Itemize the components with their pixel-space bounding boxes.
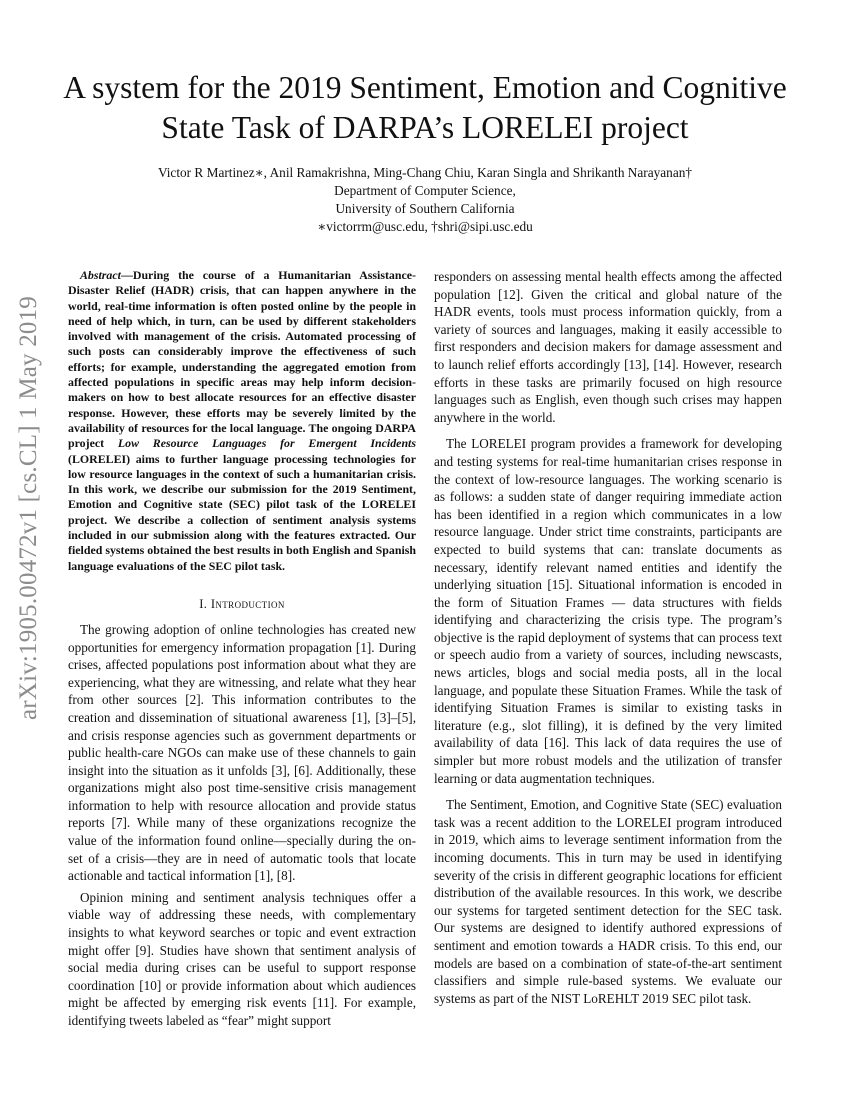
intro-paragraph-5: The Sentiment, Emotion, and Cognitive State (SEC) evaluation task was a recent addition to the LORELEI program introduced in 2019, which aims to leverage sentiment information from the incoming documents. This in turn may be used in identifying severity of the crisis in different geographic locations for efficient distribution of the available resources. In this work, we describe our systems for targeted sentiment detection for the SEC task. Our systems are designed to identify authored expressions of sentiment and emotion towards a HADR crisis. To this end, our models are based on a combination of state-of-the-art sentiment classifiers and simple rule-based systems. We evaluate our systems as part of the NIST LoREHLT 2019 SEC pilot task. — [434, 797, 782, 1006]
author-department: Department of Computer Science, — [334, 183, 516, 198]
left-column — [68, 268, 416, 1034]
author-block — [60, 164, 790, 236]
intro-paragraph-1: The growing adoption of online technologies has created new opportunities for emergency information propagation [1]. During crises, affected populations post information about what they are experiencing, what they are witnessing, and relate what they hear from other sources [2]. This information contributes to the creation and dissemination of situational awareness [1], [3]–[5], and crisis response agencies such as government departments or public health-care NGOs can make use of these channels to gain insight into the situation as it unfolds [3], [6]. Additionally, these organizations might also post time-sensitive crisis management information to help with resource allocation and provide status reports [7]. While many of these organizations recognize the value of the information found online—specially during the on-set of a crisis—they are in need of automatic tools that locate actionable and tactical information [1], [8]. — [68, 621, 416, 884]
abstract-italic-project: Low Resource Languages for Emergent Incidents — [117, 436, 416, 451]
arxiv-stamp-text[interactable]: arXiv:1905.00472v1 [cs.CL] 1 May 2019 — [15, 295, 43, 721]
intro-paragraph-2: Opinion mining and sentiment analysis techniques offer a viable way of addressing these needs, with complementary insights to what keyword searches or topic and event extraction might offer [9]. Studies have shown that sentiment analysis of social media during crises can be useful to support response coordination [10] or provide information about which audiences might be affected by emerging risk events [11]. For example, identifying tweets labeled as “fear” might support — [68, 889, 416, 1028]
arxiv-stamp — [4, 268, 54, 748]
paper-title: A system for the 2019 Sentiment, Emotion and Cognitive State Task of DARPA’s LORELEI project — [63, 70, 787, 145]
abstract-text-1: —During the course of a Humanitarian Assistance-Disaster Relief (HADR) crisis, that can happen anywhere in the world, real-time information is often posted online by the people in need of help which, in turn, can be used by different stakeholders involved with management of the crisis. Automated processing of such posts can considerably improve the effectiveness of such efforts; for example, understanding the aggregated emotion from affected populations in specific areas may help inform decision-makers on how to best allocate resources for an effective disaster response. However, these efforts may be severely limited by the availability of resources for the local language. The ongoing DARPA project — [68, 268, 416, 451]
abstract — [68, 268, 416, 574]
section-heading-introduction: I. Introduction — [199, 596, 285, 611]
author-names: Victor R Martinez∗, Anil Ramakrishna, Ming-Chang Chiu, Karan Singla and Shrikanth Narayanan† — [157, 165, 693, 180]
author-emails: ∗victorrm@usc.edu, †shri@sipi.usc.edu — [317, 219, 533, 234]
author-university: University of Southern California — [335, 201, 515, 216]
intro-paragraph-3: responders on assessing mental health effects among the affected population [12]. Given the critical and global nature of the HADR events, tools must process information quickly, from a variety of sources and languages, making it easily accessible to first responders and decision makers for damage assessment and to launch relief efforts accordingly [13], [14]. However, research efforts in these tasks are primarily focused on high resource languages such as English, even though such crises may happen anywhere in the world. — [434, 269, 782, 425]
abstract-label: Abstract — [80, 268, 121, 282]
intro-paragraph-4: The LORELEI program provides a framework for developing and testing systems for real-time humanitarian crises response in the context of low-resource languages. The working scenario is as follows: a sudden state of danger requiring immediate action has been identified in a region which communicates in a low resource language. Under strict time constraints, participants are expected to build systems that can: translate documents as necessary, identify relevant named entities and identify the underlying situation [15]. Situational information is encoded in the form of Situation Frames — data structures with fields identifying and characterizing the crisis type. The program’s objective is the rapid deployment of systems that can process text or speech audio from a variety of sources, including newscasts, news articles, blogs and social media posts, all in the local language, and populate these Situation Frames. While the task of identifying Situation Frames is similar to existing tasks in literature (e.g., slot filling), it is defined by the very limited availability of data [16]. This lack of data requires the use of simpler but more robust models and the utilization of transfer learning or data augmentation techniques. — [434, 436, 782, 786]
right-column — [434, 268, 782, 1016]
abstract-text-2: (LORELEI) aims to further language processing technologies for low resource languages in the context of such a humanitarian crisis. In this work, we describe our submission for the 2019 Sentiment, Emotion and Cognitive state (SEC) pilot task of the LORELEI project. We describe a collection of sentiment analysis systems included in our submission along with the features extracted. Our fielded systems obtained the best results in both English and Spanish language evaluations of the SEC pilot task. — [68, 451, 416, 573]
